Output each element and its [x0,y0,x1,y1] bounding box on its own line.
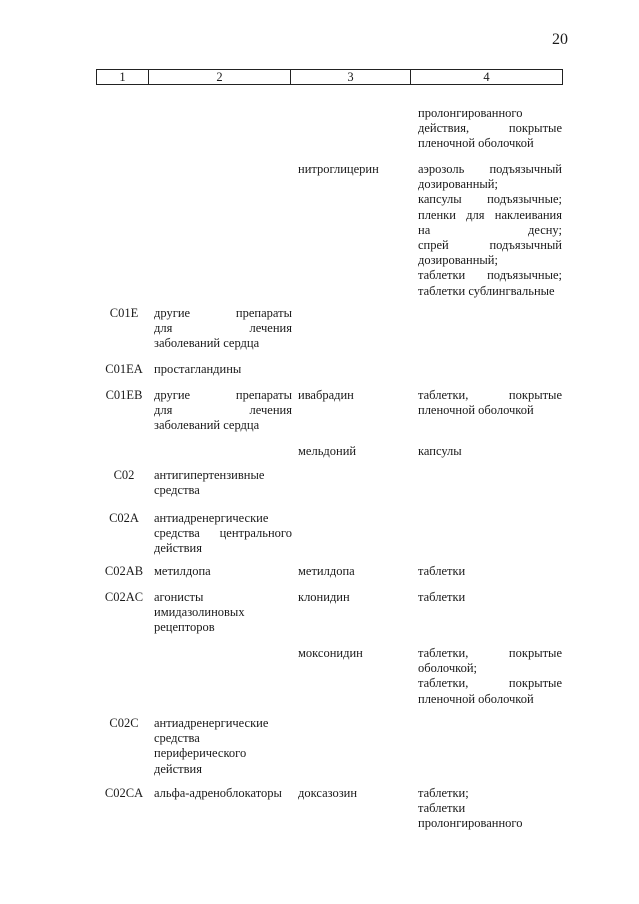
dosage-forms [418,646,562,707]
dosage-form-line: пролонгированного [418,106,523,120]
dosage-forms [418,162,562,299]
drug-name: нитроглицерин [298,162,379,176]
group-line: действия [154,761,202,776]
drug-name: мельдоний [298,444,357,458]
atc-code: C01E [109,306,139,320]
anatomical-therapeutic-group [154,306,292,352]
page-number: 20 [552,31,568,48]
dosage-forms [418,388,562,418]
group-line: заболеваний сердца [154,336,260,351]
group-line: для лечения [154,403,292,418]
group-line: средства центрального [154,526,292,541]
dosage-form-line: капсулы [418,444,462,458]
dosage-form-line: пленочной оболочкой [418,403,534,418]
dosage-form-line: на десну; [418,222,562,237]
drug-name: доксазозин [298,786,358,800]
group-line: антигипертензивные [154,468,265,482]
anatomical-therapeutic-group [154,590,292,636]
group-line: для лечения [154,321,292,336]
anatomical-therapeutic-group [154,564,292,579]
group-line: средства [154,731,200,746]
group-line: средства [154,483,200,498]
dosage-form-line: пленки для наклеивания [418,207,562,222]
dosage-form-line: пленочной оболочкой [418,691,534,706]
column-header-4: 4 [411,70,563,85]
anatomical-therapeutic-group [154,388,292,434]
dosage-form-line: оболочкой; [418,661,477,676]
drug-name: ивабрадин [298,388,354,402]
dosage-form-line: таблетки подъязычные; [418,268,562,283]
group-line: альфа-адреноблокаторы [154,786,282,800]
dosage-form-line: спрей подъязычный [418,238,562,253]
atc-code: C02AC [104,590,144,604]
anatomical-therapeutic-group [154,362,292,377]
drug-name: клонидин [298,590,350,604]
group-line: антиадренергические [154,511,269,525]
group-line: заболеваний сердца [154,418,260,433]
dosage-form-line: таблетки сублингвальные [418,283,555,298]
group-line: другие препараты [154,306,292,320]
anatomical-therapeutic-group [154,716,292,777]
dosage-forms [418,590,562,605]
dosage-forms [418,786,562,832]
dosage-form-line: пленочной оболочкой [418,136,534,151]
dosage-form-line: таблетки, покрытые [418,646,562,660]
atc-code: C01EB [105,388,143,402]
atc-code: C02CA [104,786,144,800]
anatomical-therapeutic-group [154,511,292,557]
dosage-form-line: аэрозоль подъязычный [418,162,562,176]
column-header-row [97,70,563,85]
group-line: агонисты [154,590,204,604]
dosage-form-line: дозированный; [418,177,498,192]
dosage-forms [418,106,562,152]
group-line: антиадренергические [154,716,269,730]
dosage-form-line: действия, покрытые [418,121,562,136]
dosage-form-line: капсулы подъязычные; [418,192,562,207]
dosage-form-line: пролонгированного [418,816,523,831]
column-header-table [96,69,563,85]
dosage-forms [418,444,562,459]
dosage-form-line: дозированный; [418,253,498,268]
dosage-form-line: таблетки; [418,786,469,800]
group-line: простагландины [154,362,242,376]
atc-code: C02AB [104,564,144,578]
group-line: рецепторов [154,620,215,635]
dosage-form-line: таблетки, покрытые [418,676,562,691]
dosage-form-line: таблетки [418,564,466,578]
atc-code: C02 [113,468,135,482]
group-line: другие препараты [154,388,292,402]
atc-code: C01EA [105,362,143,376]
group-line: действия [154,541,202,556]
drug-name: метилдопа [298,564,355,578]
dosage-form-line: таблетки [418,590,466,604]
dosage-form-line: таблетки, покрытые [418,388,562,402]
atc-code: C02C [109,716,139,730]
column-header-3: 3 [291,70,411,85]
group-line: метилдопа [154,564,211,578]
anatomical-therapeutic-group [154,786,292,801]
anatomical-therapeutic-group [154,468,292,498]
dosage-form-line: таблетки [418,801,466,816]
drug-name: моксонидин [298,646,363,660]
column-header-2: 2 [149,70,291,85]
group-line: имидазолиновых [154,605,245,620]
dosage-forms [418,564,562,579]
column-header-1: 1 [97,70,149,85]
group-line: периферического [154,746,247,761]
atc-code: C02A [109,511,139,525]
